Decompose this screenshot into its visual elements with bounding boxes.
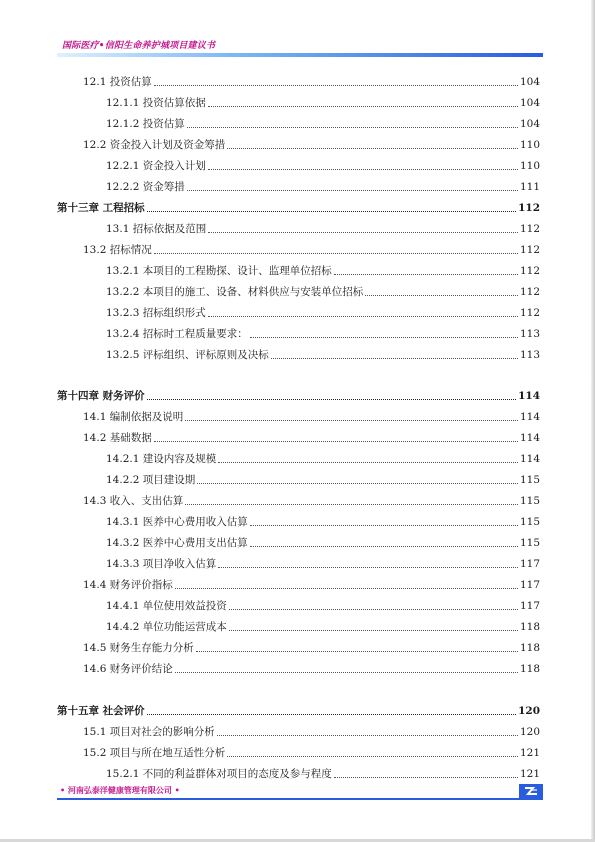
toc-entry[interactable]: 14.2.2 项目建设期 115 [106, 474, 540, 486]
toc-entry[interactable]: 14.3.3 项目净收入估算 117 [106, 558, 540, 570]
toc-entry[interactable]: 14.4 财务评价指标 117 [83, 579, 540, 591]
toc-entry[interactable]: 12.2.2 资金筹措 111 [106, 181, 540, 193]
toc-entry[interactable]: 14.2.1 建设内容及规模 114 [106, 453, 540, 465]
footer-company-name: • 河南弘泰洋健康管理有限公司 • [60, 786, 180, 795]
toc-entry[interactable]: 14.3 收入、支出估算 115 [83, 495, 540, 507]
toc-entry[interactable]: 15.1 项目对社会的影响分析 120 [83, 726, 540, 738]
toc-entry[interactable]: 14.6 财务评价结论 118 [83, 663, 540, 675]
toc-entry[interactable]: 14.3.1 医养中心费用收入估算 115 [106, 516, 540, 528]
toc-entry[interactable]: 13.2.2 本项目的施工、设备、材料供应与安装单位招标 112 [106, 286, 540, 298]
toc-entry[interactable]: 14.4.1 单位使用效益投资 117 [106, 600, 540, 612]
page-edge-shadow [591, 0, 595, 842]
toc-chapter-entry[interactable]: 第十四章 财务评价 114 [57, 390, 540, 402]
toc-entry[interactable]: 14.1 编制依据及说明 114 [83, 411, 540, 423]
toc-entry[interactable]: 13.2.3 招标组织形式 112 [106, 307, 540, 319]
toc-entry[interactable]: 12.1.2 投资估算 104 [106, 118, 540, 130]
toc-entry[interactable]: 15.2 项目与所在地互适性分析 121 [83, 747, 540, 759]
header-gradient-bar [57, 53, 543, 57]
toc-entry[interactable]: 13.2.5 评标组织、评标原则及决标 113 [106, 349, 540, 361]
toc-entry[interactable]: 13.1 招标依据及范围 112 [106, 223, 540, 235]
toc-chapter-entry[interactable]: 第十五章 社会评价 120 [57, 705, 540, 717]
toc-entry[interactable]: 14.5 财务生存能力分析 118 [83, 642, 540, 654]
toc-entry[interactable]: 13.2.4 招标时工程质量要求： 113 [106, 328, 540, 340]
toc-chapter-entry[interactable]: 第十三章 工程招标 112 [57, 202, 540, 214]
toc-entry[interactable]: 13.2 招标情况 112 [83, 244, 540, 256]
toc-entry[interactable]: 12.1.1 投资估算依据 104 [106, 97, 540, 109]
toc-entry[interactable]: 12.2 资金投入计划及资金筹措 110 [83, 139, 540, 151]
company-logo-icon [519, 784, 543, 798]
toc-entry[interactable]: 14.3.2 医养中心费用支出估算 115 [106, 537, 540, 549]
toc-entry[interactable]: 14.4.2 单位功能运营成本 118 [106, 621, 540, 633]
toc-entry[interactable]: 13.2.1 本项目的工程勘探、设计、监理单位招标 112 [106, 265, 540, 277]
footer-rule [57, 798, 543, 800]
toc-entry[interactable]: 12.1 投资估算 104 [83, 76, 540, 88]
toc-entry[interactable]: 12.2.1 资金投入计划 110 [106, 160, 540, 172]
header-title: 国际医疗•信阳生命养护城项目建议书 [62, 41, 216, 51]
toc-entry[interactable]: 14.2 基础数据 114 [83, 432, 540, 444]
toc-entry[interactable]: 15.2.1 不同的利益群体对项目的态度及参与程度 121 [106, 768, 540, 780]
